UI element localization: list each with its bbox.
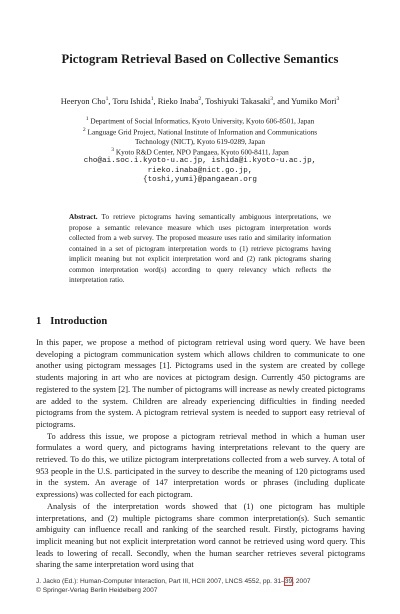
author: Heeryon Cho$^1$,: [60, 96, 113, 106]
paragraph: To address this issue, we propose a pictogram retrieval method in which a human user formulates a word query, and pictograms having interpretations relevant to the query are retrieved. To do this, we utilize pictogram interpretations collected from a web survey. A total of 953 people in the U.S. participated in the survey to describe the meaning of 120 pictograms used in the system. An average of 147 interpretation words or phrases (including duplicate expressions) was collected for each pictogram.: [36, 431, 365, 500]
author: Rieko Inaba$^2$,: [157, 96, 206, 106]
section-heading: [36, 316, 107, 327]
paragraph: In this paper, we propose a method of pictogram retrieval using word query. We have been developing a pictogram communication system which allows children to communicate to one another using pictogram messages [1]. Pictograms used in the system are created by college students majoring in art who are novices at pictogram design. Currently 450 pictograms are registered to the system [2]. The number of pictograms will increase as newly created pictograms are added to the system. Children are already experiencing difficulties in finding needed pictograms from the system. A pictogram retrieval system is needed to support easy retrieval of pictograms.: [36, 338, 365, 429]
body-text: [36, 337, 365, 571]
section-title: Introduction: [50, 316, 108, 327]
email-line[interactable]: rieko.inaba@nict.go.jp,: [147, 166, 253, 175]
copyright-line: © Springer-Verlag Berlin Heidelberg 2007: [36, 587, 158, 594]
affiliation-2: $^2$ Language Grid Project, National Institute of Information and Communications: [82, 126, 318, 137]
email-line[interactable]: {toshi,yumi}@pangaean.org: [143, 176, 257, 185]
page-number-highlight: 39: [284, 578, 293, 585]
affiliation-3: $^3$ Kyoto R&D Center, NPO Pangaea, Kyoto 600-8411, Japan: [111, 147, 289, 157]
affiliation-2-cont: Technology (NICT), Kyoto 619-0289, Japan: [135, 136, 265, 146]
affiliation-1: $^1$ Department of Social Informatics, Kyoto University, Kyoto 606-8501, Japan: [85, 116, 315, 126]
paper-title: Pictogram Retrieval Based on Collective Semantics: [61, 52, 339, 66]
section-number: 1: [36, 316, 42, 327]
citation-line: J. Jacko (Ed.): Human-Computer Interaction, Part III, HCII 2007, LNCS 4552, pp. 31–39, 2007: [36, 578, 311, 585]
author: Toru Ishida$^1$,: [112, 96, 158, 106]
author: Toshiyuki Takasaki$^3$, and: [205, 96, 292, 106]
abstract-text: To retrieve pictograms having semantically ambiguous interpretations, we propose a semantic relevance measure which uses pictogram interpretation words collected from a web survey. The proposed measure uses ratio and similarity information contained in a set of pictogram interpretation words to (1) retrieve pictograms having implicit meaning but not explicit interpretation word and (2) rank pictograms sharing common interpretation word(s) according to query relevancy which reflects the interpretation ratio.: [69, 213, 331, 284]
author-list: [0, 96, 400, 106]
abstract: [69, 212, 331, 286]
author: Yumiko Mori$^3$: [291, 96, 340, 106]
affiliations: [0, 115, 400, 186]
paragraph: Analysis of the interpretation words showed that (1) one pictogram has multiple interpretations, and (2) multiple pictograms share common interpretation(s). Such semantic ambiguity can influence recall and ranking of the searched result. Firstly, pictograms having implicit meaning but not explicit interpretation word cannot be retrieved using word query. This leads to lowering of recall. Secondly, when the human searcher retrieves several pictograms sharing the same interpretation word using that: [36, 501, 365, 570]
email-line[interactable]: cho@ai.soc.i.kyoto-u.ac.jp, ishida@i.kyoto-u.ac.jp,: [83, 157, 317, 166]
page-footer: [36, 577, 311, 595]
abstract-label: Abstract.: [69, 213, 98, 221]
